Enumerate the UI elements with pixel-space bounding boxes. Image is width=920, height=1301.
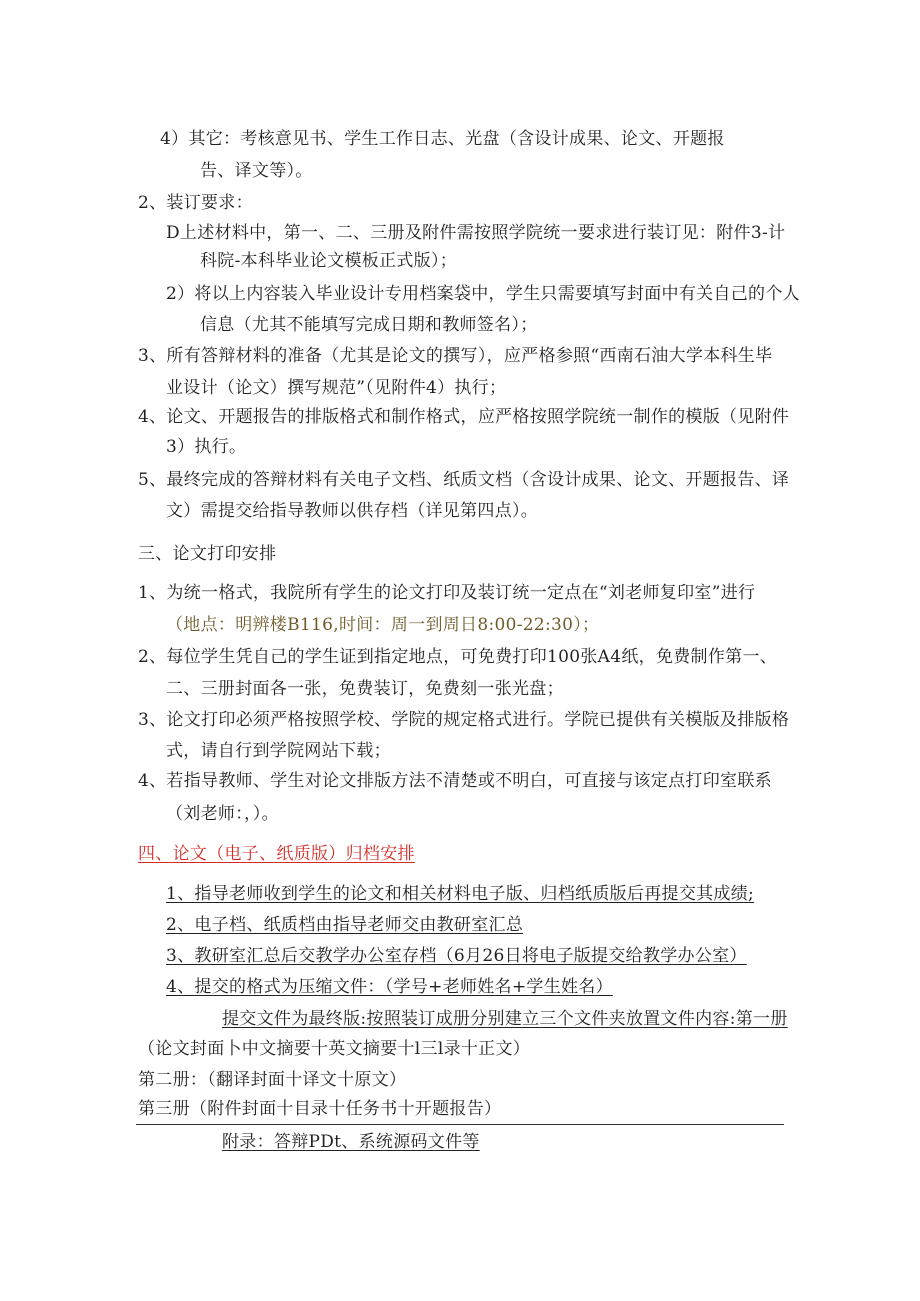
- binding-item-1-cont: 科院-本科毕业论文模板正式版）；: [200, 251, 458, 271]
- section-3-heading: 三、论文打印安排: [138, 544, 277, 564]
- print-item-4-cont: （刘老师：，）。: [166, 804, 279, 824]
- volume-1-contents: （论文封面卜中文摘要十英文摘要十l三l录十正文）: [138, 1039, 531, 1059]
- print-item-3-cont: 式，请自行到学院网站下载；: [166, 741, 391, 761]
- volume-2-contents: 第二册：（翻译封面十译文十原文）: [138, 1070, 407, 1090]
- appendix-contents: 附录：答辩PDt、系统源码文件等: [222, 1132, 480, 1152]
- print-item-1: 1、为统一格式，我院所有学生的论文打印及装订统一定点在“刘老师复印室”进行: [138, 583, 756, 603]
- section-4-heading: 四、论文（电子、纸质版）归档安排: [138, 844, 415, 864]
- print-item-2-cont: 二、三册封面各一张，免费装订，免费刻一张光盘；: [166, 679, 564, 699]
- item-4-others-cont: 告、译文等）。: [200, 161, 313, 181]
- archive-item-2: 2、电子档、纸质档由指导老师交由教研室汇总: [166, 915, 524, 935]
- item-4-format: 4、论文、开题报告的排版格式和制作格式，应严格按照学院统一制作的模版（见附件: [138, 407, 790, 427]
- archive-item-4: 4、提交的格式为压缩文件：（学号+老师姓名+学生姓名）: [166, 977, 613, 997]
- print-item-4: 4、若指导教师、学生对论文排版方法不清楚或不明白，可直接与该定点打印室联系: [138, 771, 772, 791]
- item-4-others: 4）其它：考核意见书、学生工作日志、光盘（含设计成果、论文、开题报: [160, 129, 725, 149]
- print-item-3: 3、论文打印必须严格按照学校、学院的规定格式进行。学院已提供有关模版及排版格: [138, 710, 790, 730]
- binding-requirements-heading: 2、装订要求：: [138, 193, 253, 213]
- final-version-note: 提交文件为最终版:按照装订成册分别建立三个文件夹放置文件内容:第一册: [222, 1009, 788, 1029]
- item-3-materials-cont: 业设计（论文）撰写规范”（见附件4）执行；: [166, 378, 507, 398]
- binding-item-2-cont: 信息（尤其不能填写完成日期和教师签名）；: [200, 315, 538, 335]
- divider-line: [136, 1124, 784, 1125]
- item-5-submission-cont: 文）需提交给指导教师以供存档（详见第四点）。: [166, 501, 539, 521]
- item-5-submission: 5、最终完成的答辩材料有关电子文档、纸质文档（含设计成果、论文、开题报告、译: [138, 470, 790, 490]
- item-4-format-cont: 3）执行。: [166, 437, 247, 457]
- archive-item-3: 3、教研室汇总后交教学办公室存档（6月26日将电子版提交给教学办公室）: [166, 946, 747, 966]
- volume-3-contents: 第三册（附件封面十目录十任务书十开题报告）: [138, 1099, 502, 1119]
- archive-item-1: 1、指导老师收到学生的论文和相关材料电子版、归档纸质版后再提交其成绩;: [166, 884, 755, 904]
- binding-item-1: D上述材料中，第一、二、三册及附件需按照学院统一要求进行装订见：附件3-计: [166, 223, 786, 243]
- binding-item-2: 2）将以上内容装入毕业设计专用档案袋中，学生只需要填写封面中有关自己的个人: [166, 284, 800, 304]
- print-location: （地点：明辨楼B116,时间：周一到周日8:00-22:30）；: [166, 615, 600, 635]
- print-item-2: 2、每位学生凭自己的学生证到指定地点，可免费打印100张A4纸，免费制作第一、: [138, 647, 778, 667]
- item-3-materials: 3、所有答辩材料的准备（尤其是论文的撰写），应严格参照“西南石油大学本科生毕: [138, 346, 773, 366]
